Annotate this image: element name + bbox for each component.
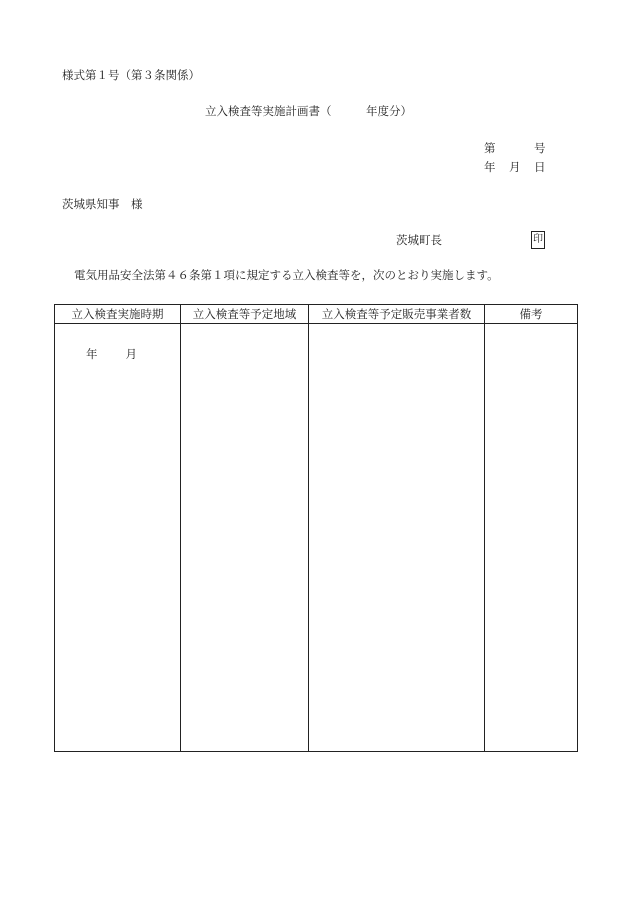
business-count-cell[interactable] bbox=[309, 324, 485, 752]
period-cell[interactable] bbox=[55, 324, 181, 752]
period-month-label: 月 bbox=[125, 347, 137, 361]
date-day-label: 日 bbox=[534, 160, 546, 174]
table-header-row bbox=[55, 305, 578, 324]
issuer-name: 茨城町長 bbox=[396, 233, 442, 247]
notes-cell[interactable] bbox=[485, 324, 578, 752]
body-text: 電気用品安全法第４６条第１項に規定する立入検査等を，次のとおり実施します。 bbox=[74, 268, 499, 282]
form-number-label: 様式第１号（第３条関係） bbox=[62, 68, 200, 82]
reference-number-prefix: 第 bbox=[484, 141, 496, 155]
area-cell[interactable] bbox=[181, 324, 309, 752]
date-month-label: 月 bbox=[509, 160, 521, 174]
document-title: 立入検査等実施計画書（ 年度分） bbox=[205, 104, 412, 118]
column-header-period: 立入検査実施時期 bbox=[55, 305, 181, 324]
column-header-business-count: 立入検査等予定販売事業者数 bbox=[309, 305, 485, 324]
column-header-area: 立入検査等予定地域 bbox=[181, 305, 309, 324]
reference-number-suffix: 号 bbox=[534, 141, 546, 155]
table-row bbox=[55, 324, 578, 752]
addressee: 茨城県知事 様 bbox=[62, 197, 143, 211]
column-header-notes: 備考 bbox=[485, 305, 578, 324]
period-year-label: 年 bbox=[86, 347, 98, 361]
inspection-schedule-table bbox=[54, 304, 578, 752]
date-year-label: 年 bbox=[484, 160, 496, 174]
seal-box: 印 bbox=[531, 231, 545, 249]
